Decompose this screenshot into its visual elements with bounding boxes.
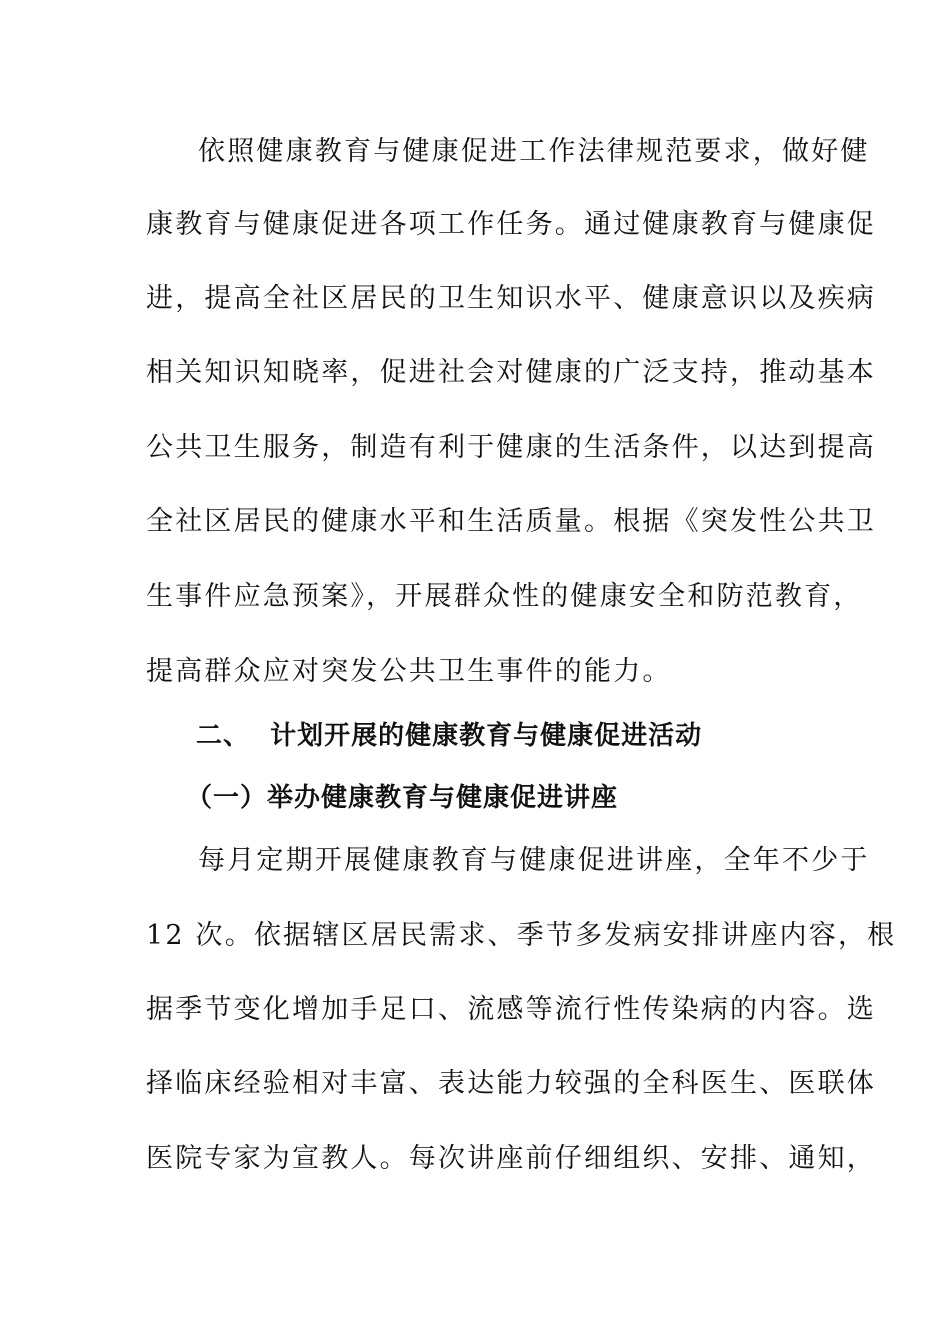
paragraph-1-line-1: 依照健康教育与健康促进工作法律规范要求，做好健 [198,136,870,167]
subsection-heading: （一）举办健康教育与健康促进讲座 [186,783,619,813]
paragraph-2-line-4: 择临床经验相对丰富、表达能力较强的全科医生、医联体 [146,1068,876,1099]
paragraph-1-line-5: 公共卫生服务，制造有利于健康的生活条件，以达到提高 [146,432,876,463]
section-heading: 二、 计划开展的健康教育与健康促进活动 [196,721,703,751]
paragraph-1-line-6: 全社区居民的健康水平和生活质量。根据《突发性公共卫 [146,506,876,537]
paragraph-1-line-7: 生事件应急预案》，开展群众性的健康安全和防范教育， [146,581,863,612]
paragraph-2-line-1: 每月定期开展健康教育与健康促进讲座，全年不少于 [198,845,870,876]
paragraph-1-line-2: 康教育与健康促进各项工作任务。通过健康教育与健康促 [146,209,876,240]
paragraph-2-line-5: 医院专家为宣教人。每次讲座前仔细组织、安排、通知， [146,1143,876,1174]
paragraph-1-line-4: 相关知识知晓率，促进社会对健康的广泛支持，推动基本 [146,357,876,388]
paragraph-1-line-8: 提高群众应对突发公共卫生事件的能力。 [146,656,672,687]
paragraph-1-line-3: 进，提高全社区居民的卫生知识水平、健康意识以及疾病 [146,283,876,314]
paragraph-2-line-2: 12 次。依据辖区居民需求、季节多发病安排讲座内容，根 [146,920,897,951]
paragraph-2-line-3: 据季节变化增加手足口、流感等流行性传染病的内容。选 [146,994,876,1025]
